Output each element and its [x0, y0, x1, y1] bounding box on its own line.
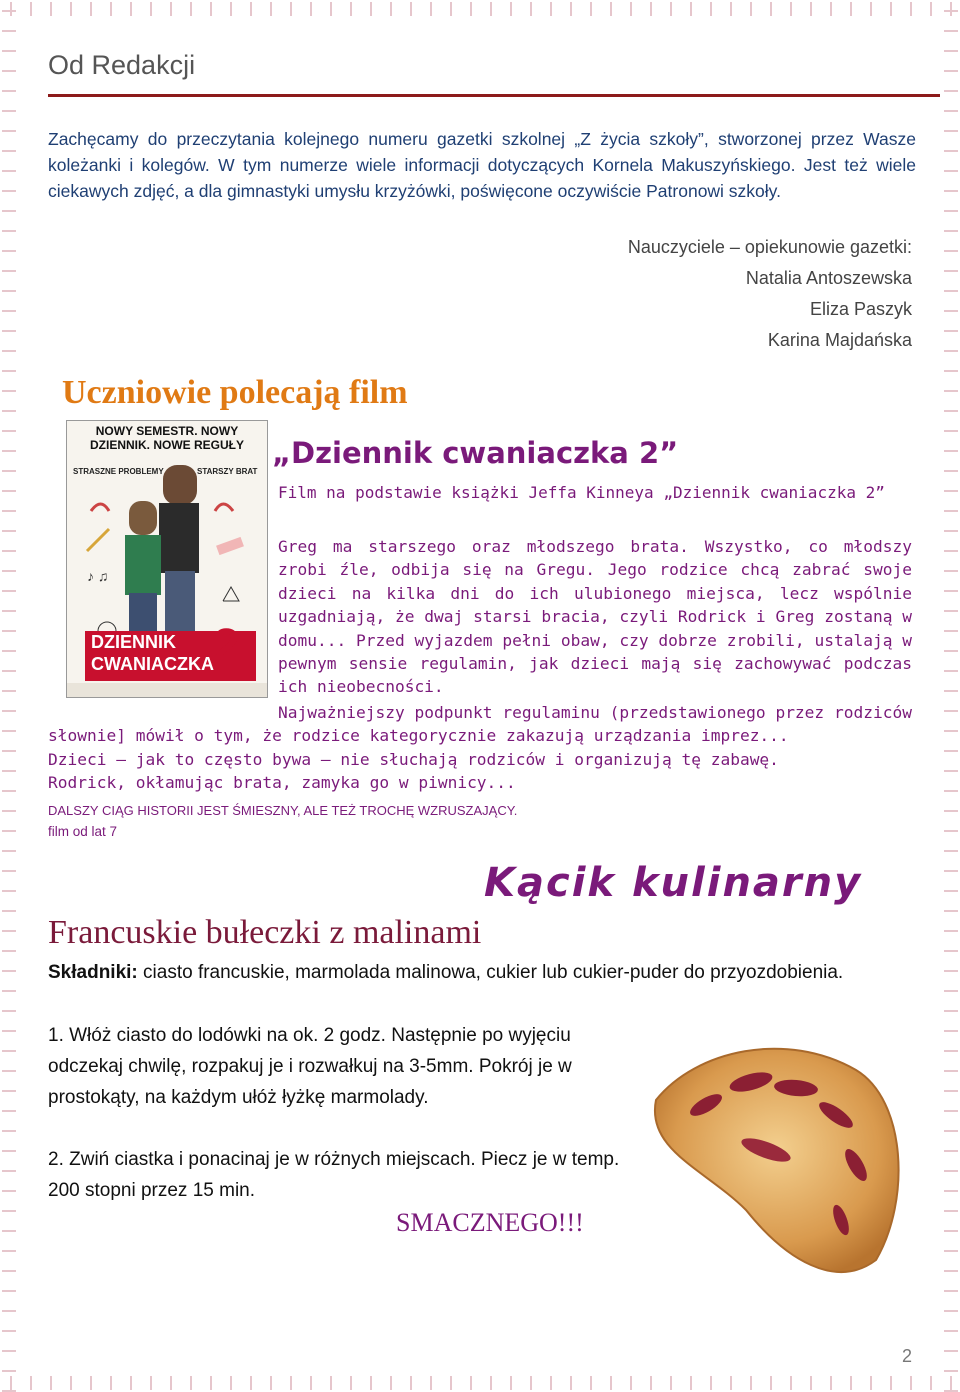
poster-headline: NOWY SEMESTR. NOWY DZIENNIK. NOWE REGUŁY — [89, 424, 244, 452]
film-teaser: DALSZY CIĄG HISTORII JEST ŚMIESZNY, ALE TEŻ TROCHĘ WZRUSZAJĄCY. — [48, 803, 518, 818]
pastry-photo — [636, 1010, 916, 1290]
recipe-title: Francuskie bułeczki z malinami — [48, 914, 482, 951]
ingredients-label: Składniki: — [48, 962, 138, 983]
page-border-left — [2, 0, 16, 1392]
recipe-step-1: 1. Włóż ciasto do lodówki na ok. 2 godz. Następnie po wyjęciu odczekaj chwilę, rozpakuj je i rozwałkuj na 3-5mm. Pokrój je w prostokąty, na każdym ułóż łyżkę marmolady. — [48, 1025, 572, 1108]
svg-text:♪ ♫: ♪ ♫ — [87, 568, 109, 584]
film-section-heading: Uczniowie polecają film — [62, 374, 408, 411]
film-text-line: Najważniejszy podpunkt regulaminu (przedstawionego przez rodziców słownie] mówił o tym, że rodzice kategorycznie zakazują urządzania imprez... — [48, 703, 912, 746]
teachers-block — [628, 232, 912, 356]
teacher-name: Eliza Paszyk — [809, 299, 912, 319]
page-border-top — [0, 2, 960, 16]
poster-title-line1: DZIENNIK — [91, 632, 176, 652]
film-title: „Dziennik cwaniaczka 2” — [272, 436, 679, 470]
film-subtitle: Film na podstawie książki Jeffa Kinneya „Dziennik cwaniaczka 2” — [278, 483, 885, 502]
page-border-bottom — [0, 1376, 960, 1390]
poster-label-left: STRASZNE PROBLEMY — [73, 467, 164, 476]
header-divider — [48, 94, 940, 97]
poster-title-line2: CWANIACZKA — [91, 654, 214, 674]
film-description-continued — [48, 701, 912, 795]
film-description: Greg ma starszego oraz młodszego brata. Wszystko, co młodszy zrobi źle, odbija się na Gregu. Jego rodzice chcą zabrać swoje dzieci na kilka dni do ich ulubionego miejsca, lecz wspólnie uzgadniają, że dwaj starsi bracia, czyli Rodrick i Greg zostaną w domu... Przed wyjazdem pełni obaw, czy dobrze zrobili, ustalają w pewnym sensie regulamin, jak dzieci mają się zachowywać podczas ich nieobecności. — [278, 537, 912, 697]
poster-footer — [67, 683, 267, 697]
closing-text: SMACZNEGO!!! — [396, 1208, 584, 1237]
poster-label-right: STARSZY BRAT — [197, 467, 258, 476]
cooking-section-heading: Kącik kulinarny — [484, 860, 863, 906]
page-number: 2 — [901, 1346, 912, 1366]
recipe-step-2: 2. Zwiń ciastka i ponacinaj je w różnych miejscach. Piecz je w temp. 200 stopni przez 15 min. — [48, 1149, 620, 1201]
film-text-line: Rodrick, okłamując brata, zamyka go w piwnicy... — [48, 773, 516, 793]
teachers-heading: Nauczyciele – opiekunowie gazetki: — [627, 237, 912, 257]
recipe-ingredients — [48, 958, 872, 988]
ingredients-text: ciasto francuskie, marmolada malinowa, cukier lub cukier-puder do przyozdobienia. — [137, 962, 844, 983]
intro-paragraph: Zachęcamy do przeczytania kolejnego numeru gazetki szkolnej „Z życia szkoły”, stworzonej przez Wasze koleżanki i kolegów. W tym numerze wiele informacji dotyczących Kornela Makuszyńskiego. Jest też wiele ciekawych zdjęć, a dla gimnastyki umysłu krzyżówki, poświęcone oczywiście Patronowi szkoły. — [48, 129, 916, 201]
film-text-line: Dzieci – jak to często bywa – nie słuchają rodziców i organizują tę zabawę. — [48, 749, 779, 769]
page-title: Od Redakcji — [48, 50, 196, 80]
poster-title-number: 2 — [213, 620, 240, 673]
teacher-name: Karina Majdańska — [767, 330, 912, 350]
movie-poster — [66, 420, 268, 698]
page-border-right — [944, 0, 958, 1392]
teacher-name: Natalia Antoszewska — [745, 268, 912, 288]
film-age-rating: film od lat 7 — [48, 824, 118, 839]
